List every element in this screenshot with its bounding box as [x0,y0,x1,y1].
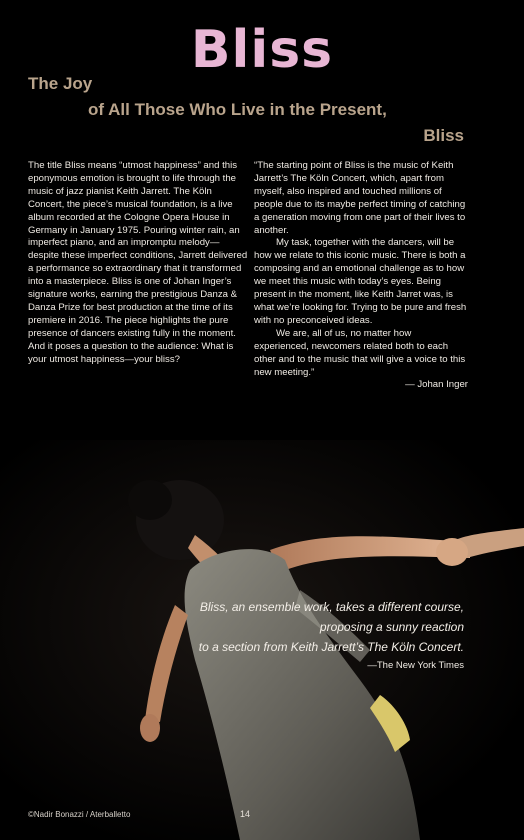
quote-signature: — Johan Inger [405,379,468,391]
quote-paragraph-2: My task, together with the dancers, will be how we relate to this iconic music. There is both a composing and an emotional challenge as to how we meet this music with today’s eyes. Being present in the moment, like Keith Jarret was, is what we’re looking for. Trying to be pure and fresh with no preconceived ideas. [254,237,467,326]
pull-quote-line-2: proposing a sunny reaction [319,620,464,634]
pull-quote-line-1: Bliss, an ensemble work, takes a different course, [199,600,464,614]
quote-column [254,160,468,392]
quote-paragraph-1: “The starting point of Bliss is the music of Keith Jarrett’s The Köln Concert, which, apart from myself, also inspired and touched millions of people due to its maybe perfect timing of catching a generation moving from one part of their lives to another. [254,160,466,236]
subtitle-line-2: of All Those Who Live in the Present, [88,100,387,119]
photo-credit: ©Nadir Bonazzi / Aterballetto [28,810,131,819]
intro-column [28,160,250,367]
quote-paragraph-3: We are, all of us, no matter how experienced, newcomers related both to each other and to the music that will give a voice to this new meeting.” [254,327,466,378]
page-number: 14 [240,809,251,819]
subtitle-line-1: The Joy [28,74,93,93]
pull-quote-line-3: to a section from Keith Jarrett’s The Köln Concert. [198,640,464,654]
intro-paragraph: The title Bliss means “utmost happiness” and this eponymous emotion is brought to life through the music of jazz pianist Keith Jarrett. The Köln Concert, the piece’s musical foundation, is a live album recorded at the Cologne Opera House in Germany in January 1975. Pouring winter rain, an imperfect piano, and an impromptu melody—despite these imperfect conditions, Jarrett delivered a performance so extraordinary that it transformed into a masterpiece. Bliss is one of Johan Inger’s signature works, earning the prestigious Danza & Danza Prize for best production at the time of its premiere in 2016. The piece highlights the pure presence of dancers existing fully in the moment. And it poses a question to the audience: What is your utmost happiness—your bliss? [28,160,248,365]
pull-quote [124,597,464,657]
pull-quote-source: —The New York Times [367,660,464,671]
subtitle-line-3: Bliss [423,126,464,145]
bliss-logo: Bliss [190,20,334,80]
